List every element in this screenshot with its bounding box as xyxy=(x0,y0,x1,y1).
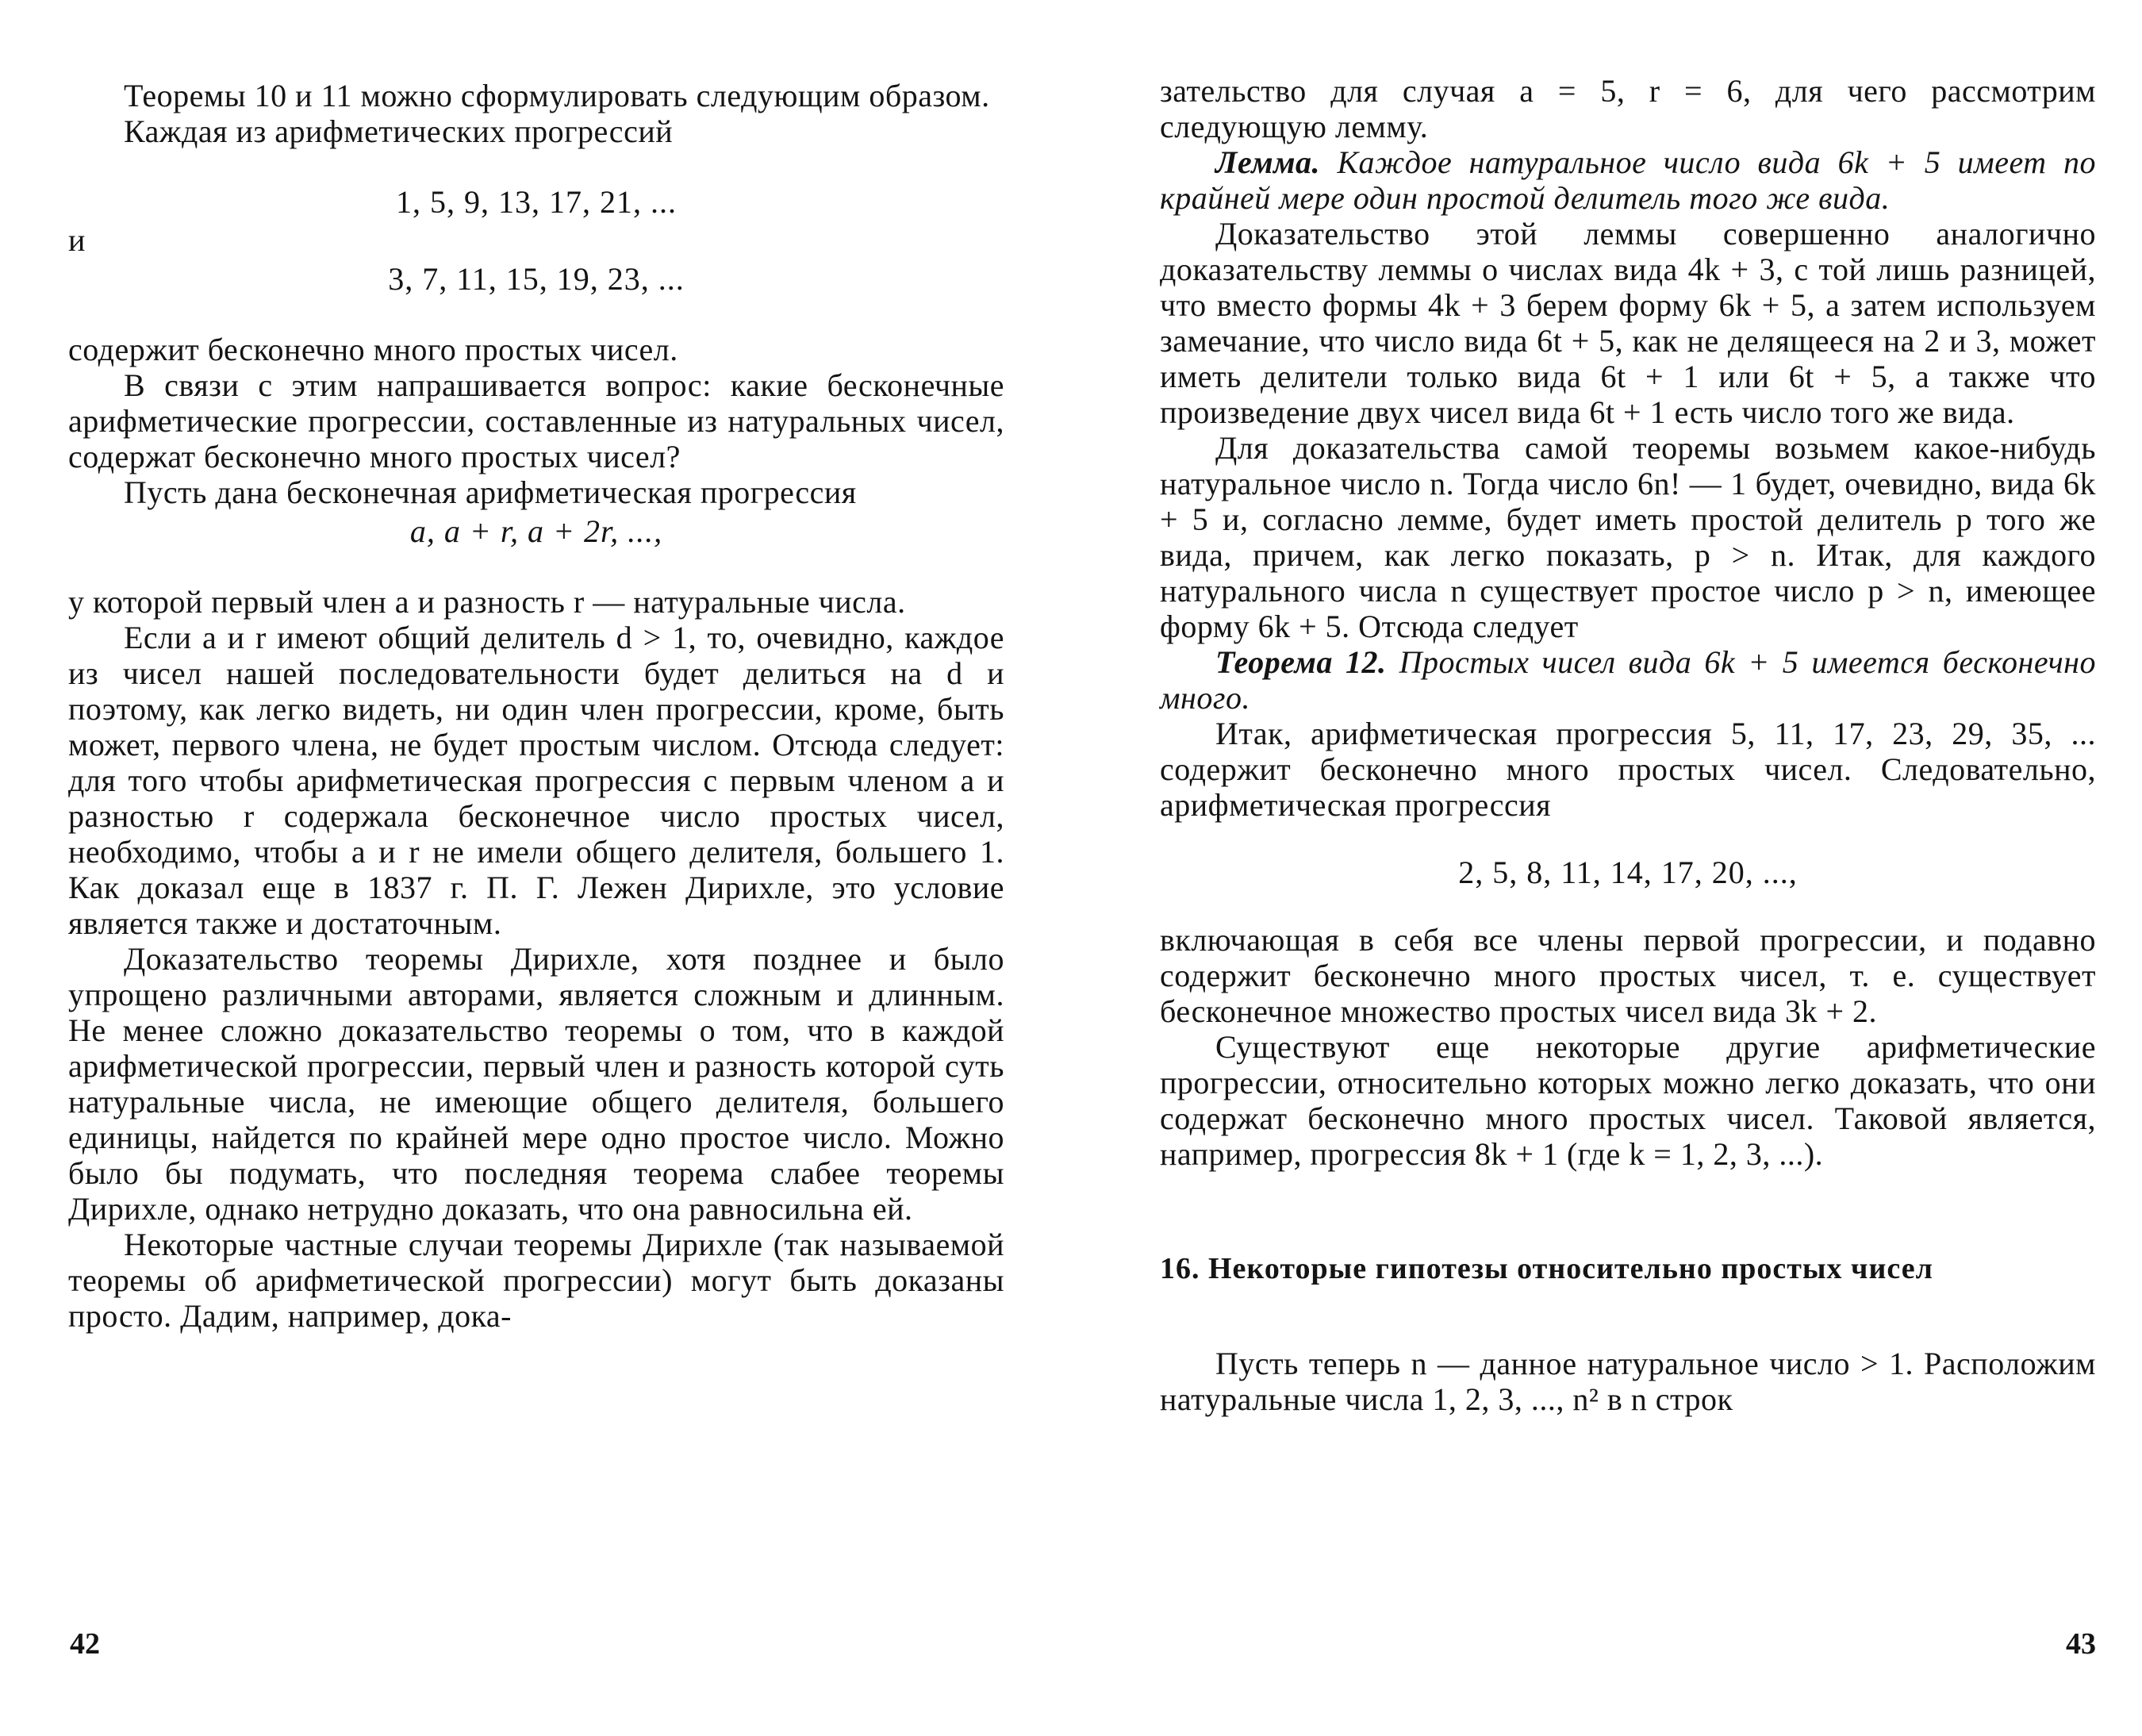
lemma-text: Каждое натуральное число вида 6k + 5 имеет по крайней мере один простой делитель того же вида. xyxy=(1160,144,2097,216)
paragraph: Пусть теперь n — данное натуральное число > 1. Расположим натуральные числа 1, 2, 3, ..., n² в n строк xyxy=(1160,1346,2096,1417)
paragraph: у которой первый член a и разность r — натуральные числа. xyxy=(68,584,906,620)
left-page xyxy=(68,0,1004,1736)
sequence-formula: 3, 7, 11, 15, 19, 23, ... xyxy=(388,261,685,297)
paragraph: включающая в себя все члены первой прогрессии, и подавно содержит бесконечно много простых чисел, т. е. существует бесконечное множество простых чисел вида 3k + 2. xyxy=(1160,922,2096,1029)
paragraph: В связи с этим напрашивается вопрос: какие бесконечные арифметические прогрессии, составленные из натуральных чисел, содержат бесконечно много простых чисел? xyxy=(68,367,1004,474)
paragraph: Итак, арифметическая прогрессия 5, 11, 17, 23, 29, 35, ... содержит бесконечно много простых чисел. Следовательно, арифметическая прогрессия xyxy=(1160,716,2096,823)
lemma-label: Лемма. xyxy=(1215,144,1321,180)
lemma xyxy=(1160,144,2096,216)
progression-formula: a, a + r, a + 2r, ..., xyxy=(409,513,663,549)
theorem xyxy=(1160,644,2096,716)
paragraph: Теоремы 10 и 11 можно сформулировать следующим образом. xyxy=(124,78,990,113)
paragraph: содержит бесконечно много простых чисел. xyxy=(68,332,678,367)
paragraph: Каждая из арифметических прогрессий xyxy=(124,113,674,149)
conjunction: и xyxy=(68,222,86,258)
paragraph: Если a и r имеют общий делитель d > 1, то, очевидно, каждое из чисел нашей последовательности будет делиться на d и поэтому, как легко видеть, ни один член прогрессии, кроме, быть может, первого члена, не будет простым числом. Отсюда следует: для того чтобы арифметическая прогрессия с первым членом a и разностью r содержала бесконечное число простых чисел, необходимо, чтобы a и r не имели общего делителя, большего 1. Как доказал еще в 1837 г. П. Г. Лежен Дирихле, это условие является также и достаточным. xyxy=(68,620,1004,941)
paragraph: Существуют еще некоторые другие арифметические прогрессии, относительно которых можно легко доказать, что они содержат бесконечно много простых чисел. Таковой является, например, прогрессия 8k + 1 (где k = 1, 2, 3, ...). xyxy=(1160,1029,2096,1172)
paragraph: Пусть дана бесконечная арифметическая прогрессия xyxy=(124,474,857,510)
paragraph: Доказательство этой леммы совершенно аналогично доказательству леммы о числах вида 4k + 3, с той лишь разницей, что вместо формы 4k + 3 берем форму 6k + 5, а затем используем замечание, что число вида 6t + 5, как не делящееся на 2 и 3, может иметь делители только вида 6t + 1 или 6t + 5, а также что произведение двух чисел вида 6t + 1 есть число того же вида. xyxy=(1160,216,2096,430)
paragraph: Доказательство теоремы Дирихле, хотя позднее и было упрощено различными авторами, является сложным и длинным. Не менее сложно доказательство теоремы о том, что в каждой арифметической прогрессии, первый член и разность которой суть натуральные числа, не имеющие общего делителя, большего единицы, найдется по крайней мере одно простое число. Можно было бы подумать, что последняя теорема слабее теоремы Дирихле, однако нетрудно доказать, что она равносильна ей. xyxy=(68,941,1004,1227)
sequence-formula: 1, 5, 9, 13, 17, 21, ... xyxy=(396,184,677,220)
theorem-label: Теорема 12. xyxy=(1215,644,1387,680)
page-number: 42 xyxy=(70,1627,100,1661)
page-number: 43 xyxy=(2066,1627,2096,1661)
paragraph: Для доказательства самой теоремы возьмем какое-нибудь натуральное число n. Тогда число 6n! — 1 будет, очевидно, вида 6k + 5 и, согласно лемме, будет иметь простой делитель p того же вида, причем, как легко показать, p > n. Итак, для каждого натурального числа n существует простое число p > n, имеющее форму 6k + 5. Отсюда следует xyxy=(1160,430,2096,644)
section-heading: 16. Некоторые гипотезы относительно простых чисел xyxy=(1160,1252,1933,1285)
right-page xyxy=(1160,0,2096,1736)
theorem-text: Простых чисел вида 6k + 5 имеется бесконечно много. xyxy=(1160,644,2097,716)
right-text-block xyxy=(1160,73,2096,1417)
left-text-block xyxy=(68,78,1004,1334)
paragraph: зательство для случая a = 5, r = 6, для чего рассмотрим следующую лемму. xyxy=(1160,73,2096,144)
paragraph: Некоторые частные случаи теоремы Дирихле (так называемой теоремы об арифметической прогрессии) могут быть доказаны просто. Дадим, например, дока- xyxy=(68,1227,1004,1334)
sequence-formula: 2, 5, 8, 11, 14, 17, 20, ..., xyxy=(1458,855,1798,890)
